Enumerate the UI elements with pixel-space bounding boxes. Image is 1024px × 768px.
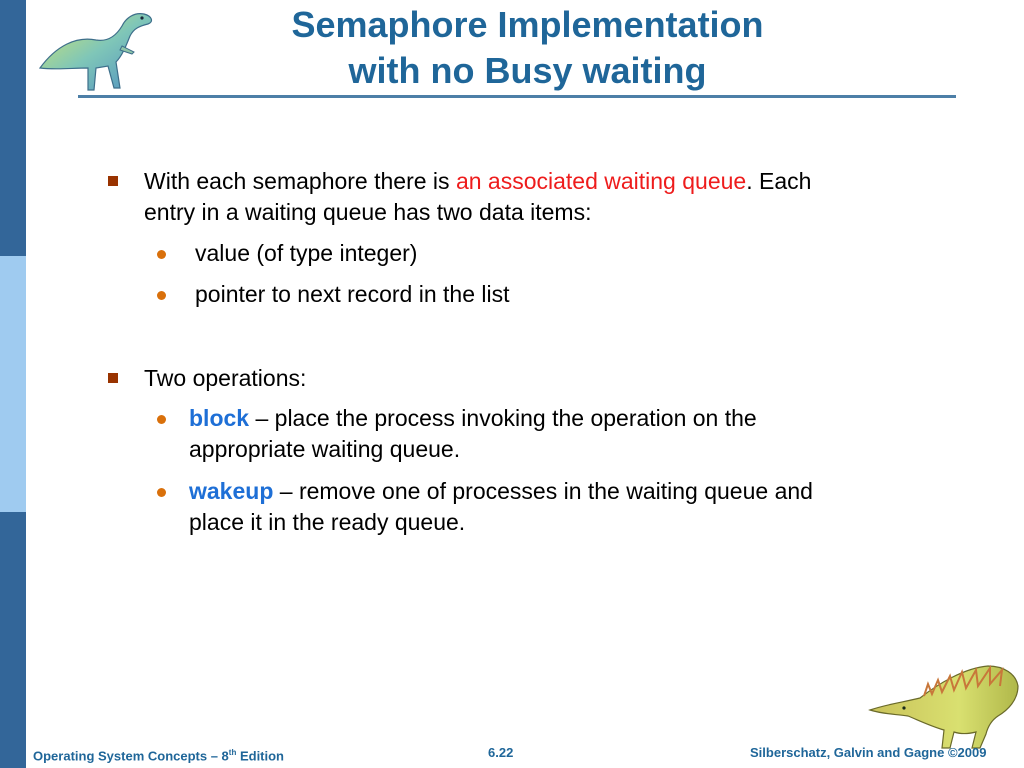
dinosaur-logo-bottom-icon — [868, 660, 1020, 752]
footer-left-tail: Edition — [236, 748, 285, 764]
bullet-2-sub-1-line-2: appropriate waiting queue. — [189, 436, 461, 462]
bullet-2-sub-1-rest: – place the process invoking the operation on the — [249, 405, 757, 431]
keyword-block: block — [189, 405, 250, 431]
square-bullet-icon — [108, 373, 118, 383]
bullet-1-highlight: an associated waiting queue — [455, 168, 747, 194]
bullet-1-line-1 — [144, 166, 904, 197]
bullet-2-sub-2-line-1 — [189, 476, 909, 507]
square-bullet-icon — [108, 176, 118, 186]
bullet-2-sub-2-rest: – remove one of processes in the waiting queue and — [273, 478, 813, 504]
bullet-2-sub-2-line-2: place it in the ready queue. — [189, 509, 466, 535]
bullet-1-sub-2: pointer to next record in the list — [195, 281, 510, 307]
dot-bullet-icon — [157, 415, 166, 424]
bullet-2-sub-1-line-1 — [189, 403, 909, 434]
footer-copyright: Silberschatz, Galvin and Gagne ©2009 — [750, 745, 987, 760]
bullet-1-text-a: With each semaphore there is — [144, 168, 456, 194]
dot-bullet-icon — [157, 291, 166, 300]
footer-slide-number: 6.22 — [488, 745, 514, 760]
dot-bullet-icon — [157, 488, 166, 497]
footer-left-sup: th — [228, 748, 237, 757]
footer-left-main: Operating System Concepts – 8 — [33, 748, 229, 764]
bullet-2-text: Two operations: — [144, 365, 307, 391]
title-line-1: Semaphore Implementation — [291, 4, 764, 45]
bullet-1-line-2: entry in a waiting queue has two data items: — [144, 199, 592, 225]
dot-bullet-icon — [157, 250, 166, 259]
keyword-wakeup: wakeup — [189, 478, 274, 504]
bullet-1-text-b: . Each — [746, 168, 812, 194]
footer-course-title — [33, 744, 284, 765]
bullet-1-sub-1: value (of type integer) — [195, 240, 418, 266]
title-line-2: with no Busy waiting — [348, 50, 707, 91]
